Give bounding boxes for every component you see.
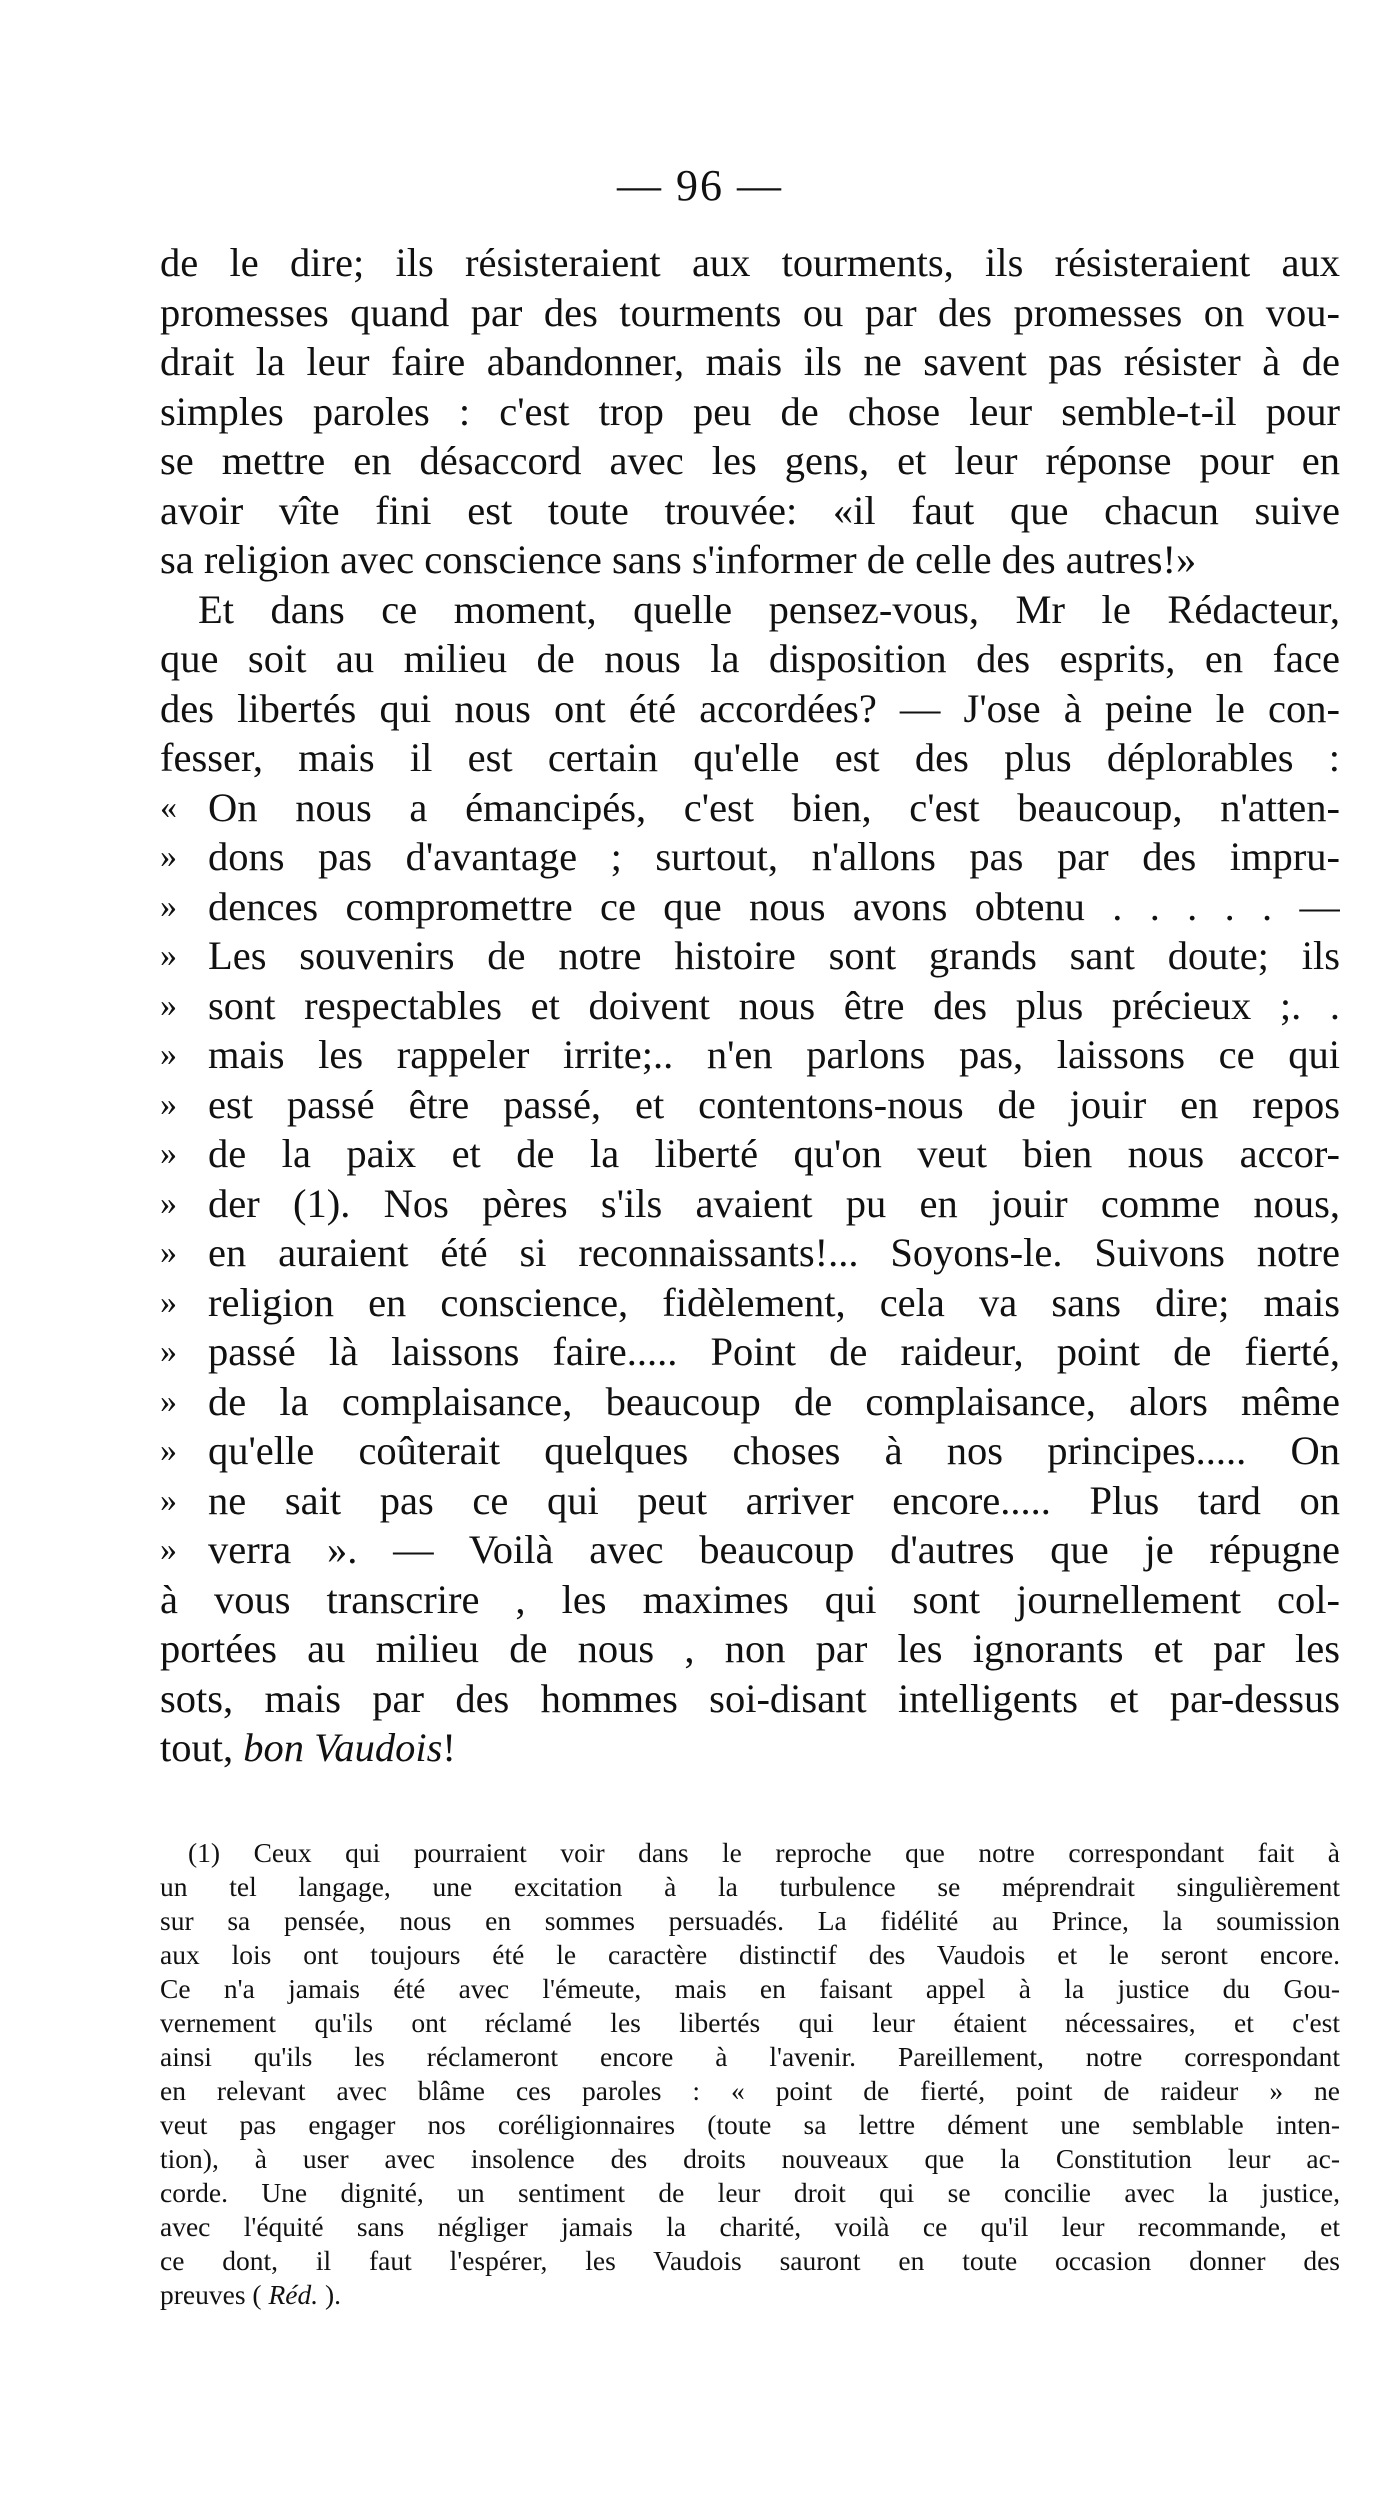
footnote-line: vernement qu'ils ont réclamé les libertés qui leur étaient nécessaires, et c'est	[160, 2007, 1340, 2038]
quote-text: mais les rappeler irrite;.. n'en parlons pas, laissons ce qui	[208, 1032, 1340, 1077]
quote-line	[160, 1327, 1340, 1377]
quote-line	[160, 1426, 1340, 1476]
body-line: des libertés qui nous ont été accordées? — J'ose à peine le con-	[160, 685, 1340, 731]
footnote-line: aux lois ont toujours été le caractère distinctif des Vaudois et le seront encore.	[160, 1939, 1340, 1970]
footnote-line: corde. Une dignité, un sentiment de leur droit qui se concilie avec la justice,	[160, 2177, 1340, 2208]
quote-mark: »	[160, 1481, 177, 1519]
body-line: que soit au milieu de nous la disposition des esprits, en face	[160, 636, 1340, 681]
quote-mark: »	[160, 1036, 177, 1073]
quote-line	[160, 783, 1340, 833]
body-line: de le dire; ils résisteraient aux tourments, ils résisteraient aux	[160, 240, 1340, 285]
footnote-last-line	[160, 2278, 1340, 2312]
quote-mark: »	[160, 1382, 177, 1420]
quote-mark: »	[160, 1283, 177, 1321]
quote-mark: »	[160, 1135, 177, 1172]
quote-text: dences compromettre ce que nous avons obtenu . . . . . —	[208, 883, 1340, 929]
quote-mark: »	[160, 1333, 177, 1370]
body-line: sots, mais par des hommes soi-disant intelligents et par-dessus	[160, 1675, 1340, 1721]
body-final-line	[160, 1723, 1340, 1773]
quote-line	[160, 1377, 1340, 1427]
quote-text: sont respectables et doivent nous être des plus précieux ;. .	[208, 982, 1340, 1028]
quote-text: qu'elle coûterait quelques choses à nos principes..... On	[208, 1428, 1340, 1473]
footnote-line: en relevant avec blâme ces paroles : « point de fierté, point de raideur » ne	[160, 2075, 1340, 2106]
quote-mark: »	[160, 986, 177, 1024]
body-line: promesses quand par des tourments ou par des promesses on vou-	[160, 289, 1340, 335]
quote-mark: »	[160, 1531, 177, 1568]
quote-text: passé là laissons faire..... Point de raideur, point de fierté,	[208, 1329, 1340, 1374]
footnote-line: un tel langage, une excitation à la turbulence se méprendrait singulièrement	[160, 1871, 1340, 1902]
quote-line	[160, 1525, 1340, 1575]
body-line: se mettre en désaccord avec les gens, et leur réponse pour en	[160, 438, 1340, 483]
footnote-line: ainsi qu'ils les réclameront encore à l'avenir. Pareillement, notre correspondant	[160, 2041, 1340, 2072]
footnote-line: sur sa pensée, nous en sommes persuadés. La fidélité au Prince, la soumission	[160, 1905, 1340, 1936]
quote-line	[160, 1278, 1340, 1328]
quote-text: religion en conscience, fidèlement, cela va sans dire; mais	[208, 1279, 1340, 1325]
footnote-last-suffix: ).	[318, 2279, 341, 2310]
quote-text: est passé être passé, et contentons-nous de jouir en repos	[208, 1081, 1340, 1127]
quote-text: de la paix et de la liberté qu'on veut bien nous accor-	[208, 1131, 1340, 1176]
quote-line	[160, 931, 1340, 981]
quote-line	[160, 882, 1340, 932]
quote-line	[160, 1228, 1340, 1278]
quote-line	[160, 1030, 1340, 1080]
quote-line	[160, 981, 1340, 1031]
footnote-line: Ce n'a jamais été avec l'émeute, mais en faisant appel à la justice du Gou-	[160, 1973, 1340, 2004]
quote-mark: »	[160, 1234, 177, 1271]
footnote-line: veut pas engager nos coréligionnaires (toute sa lettre dément une semblable inten-	[160, 2109, 1340, 2140]
body-line: à vous transcrire , les maximes qui sont journellement col-	[160, 1576, 1340, 1622]
quote-mark: »	[160, 887, 177, 925]
footnote-editor-mark: Réd.	[268, 2279, 319, 2310]
quote-mark: »	[160, 937, 177, 974]
footnote-line: tion), à user avec insolence des droits nouveaux que la Constitution leur ac-	[160, 2143, 1340, 2174]
quote-text: verra ». — Voilà avec beaucoup d'autres que je répugne	[208, 1527, 1340, 1572]
quote-text: en auraient été si reconnaissants!... Soyons-le. Suivons notre	[208, 1230, 1340, 1275]
footnote-line: avec l'équité sans négliger jamais la charité, voilà ce qu'il leur recommande, et	[160, 2211, 1340, 2242]
body-line: sa religion avec conscience sans s'informer de celle des autres!»	[160, 537, 1197, 582]
quote-mark: »	[160, 1085, 177, 1123]
quote-text: Les souvenirs de notre histoire sont grands sant doute; ils	[208, 933, 1340, 978]
quote-text: dons pas d'avantage ; surtout, n'allons pas par des impru-	[208, 834, 1340, 879]
quote-line	[160, 1080, 1340, 1130]
body-line: simples paroles : c'est trop peu de chose leur semble-t-il pour	[160, 388, 1340, 434]
quote-text: de la complaisance, beaucoup de complaisance, alors même	[208, 1378, 1340, 1424]
page-number: — 96 —	[617, 161, 783, 210]
body-text	[160, 238, 1340, 1773]
quote-line	[160, 1179, 1340, 1229]
footnote	[160, 1836, 1340, 2312]
quote-text: ne sait pas ce qui peut arriver encore..... Plus tard on	[208, 1477, 1340, 1523]
body-line: portées au milieu de nous , non par les ignorants et par les	[160, 1626, 1340, 1671]
quote-text: On nous a émancipés, c'est bien, c'est beaucoup, n'atten-	[208, 784, 1340, 830]
body-line: fesser, mais il est certain qu'elle est des plus déplorables :	[160, 735, 1340, 780]
body-line: drait la leur faire abandonner, mais ils ne savent pas résister à de	[160, 339, 1340, 384]
quote-mark: «	[160, 788, 177, 826]
quote-line	[160, 1129, 1340, 1179]
quote-line	[160, 832, 1340, 882]
footnote-line: (1) Ceux qui pourraient voir dans le reproche que notre correspondant fait à	[188, 1837, 1340, 1868]
footnote-line: ce dont, il faut l'espérer, les Vaudois sauront en toute occasion donner des	[160, 2245, 1340, 2276]
final-line-prefix: tout,	[160, 1725, 244, 1770]
quote-mark: »	[160, 1184, 177, 1222]
quoted-passage	[160, 783, 1340, 1575]
quote-mark: »	[160, 1432, 177, 1469]
quote-line	[160, 1476, 1340, 1526]
footnote-last-prefix: preuves (	[160, 2279, 269, 2310]
paragraph-start-line: Et dans ce moment, quelle pensez-vous, Mr le Rédacteur,	[198, 586, 1340, 632]
final-line-suffix: !	[442, 1725, 456, 1770]
final-line-italic: bon Vaudois	[243, 1725, 443, 1770]
quote-text: der (1). Nos pères s'ils avaient pu en jouir comme nous,	[208, 1180, 1340, 1226]
body-line: avoir vîte fini est toute trouvée: «il faut que chacun suive	[160, 487, 1340, 533]
quote-mark: »	[160, 838, 177, 875]
